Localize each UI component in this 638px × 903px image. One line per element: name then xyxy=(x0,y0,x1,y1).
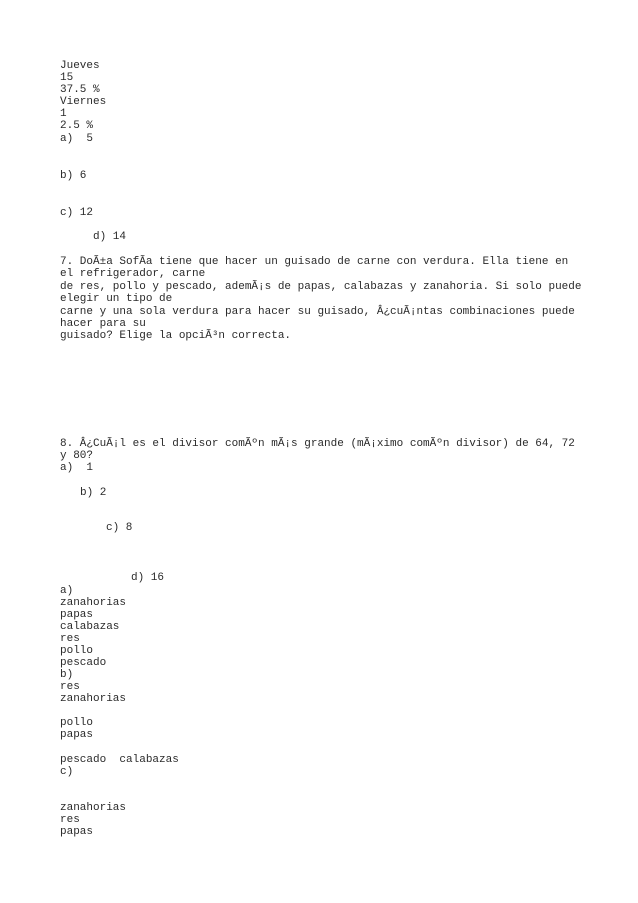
table-day-friday: Viernes xyxy=(60,96,107,108)
diagram-b-label: b) xyxy=(60,669,74,681)
diagram-c-item: papas xyxy=(60,826,94,838)
diagram-a-item: pollo xyxy=(60,645,94,657)
q6-option-a: a) 5 xyxy=(60,133,94,145)
table-count-friday: 1 xyxy=(60,108,67,120)
diagram-b-item: papas xyxy=(60,729,94,741)
diagram-b-item: zanahorias xyxy=(60,693,127,705)
q8-option-d: d) 16 xyxy=(131,572,165,584)
table-percent-friday: 2.5 % xyxy=(60,120,94,132)
q8-option-a: a) 1 xyxy=(60,462,94,474)
table-percent-thursday: 37.5 % xyxy=(60,84,100,96)
diagram-b-item: pollo xyxy=(60,717,94,729)
diagram-a-item: pescado xyxy=(60,657,107,669)
diagram-a-label: a) xyxy=(60,585,74,597)
diagram-a-item: res xyxy=(60,633,80,645)
diagram-a-item: papas xyxy=(60,609,94,621)
diagram-a-item: zanahorias xyxy=(60,597,127,609)
diagram-b-item: res xyxy=(60,681,80,693)
q6-option-b: b) 6 xyxy=(60,170,87,182)
diagram-c-item: res xyxy=(60,814,80,826)
diagram-c-label: c) xyxy=(60,766,74,778)
q6-option-d: d) 14 xyxy=(93,231,127,243)
question-7-text: 7. DoÃ±a SofÃa tiene que hacer un guisado de carne con verdura. Ella tiene en el refrigerador, carne de res, pollo y pescado, ademÃ¡s de papas, calabazas y zanahoria. Si solo puede elegir un tipo de carne y una sola verdura para hacer su guisado, Â¿cuÃ¡ntas combinaciones puede hacer para su guisado? Elige la opciÃ³n correcta. xyxy=(60,256,582,343)
diagram-a-item: calabazas xyxy=(60,621,120,633)
table-day-thursday: Jueves xyxy=(60,60,100,72)
diagram-b-item: pescado calabazas xyxy=(60,754,179,766)
table-count-thursday: 15 xyxy=(60,72,74,84)
q8-option-c: c) 8 xyxy=(106,522,133,534)
q6-option-c: c) 12 xyxy=(60,207,94,219)
diagram-c-item: zanahorias xyxy=(60,802,127,814)
question-8-text: 8. Â¿CuÃ¡l es el divisor comÃºn mÃ¡s grande (mÃ¡ximo comÃºn divisor) de 64, 72 y 80? xyxy=(60,438,582,463)
q8-option-b: b) 2 xyxy=(80,487,107,499)
